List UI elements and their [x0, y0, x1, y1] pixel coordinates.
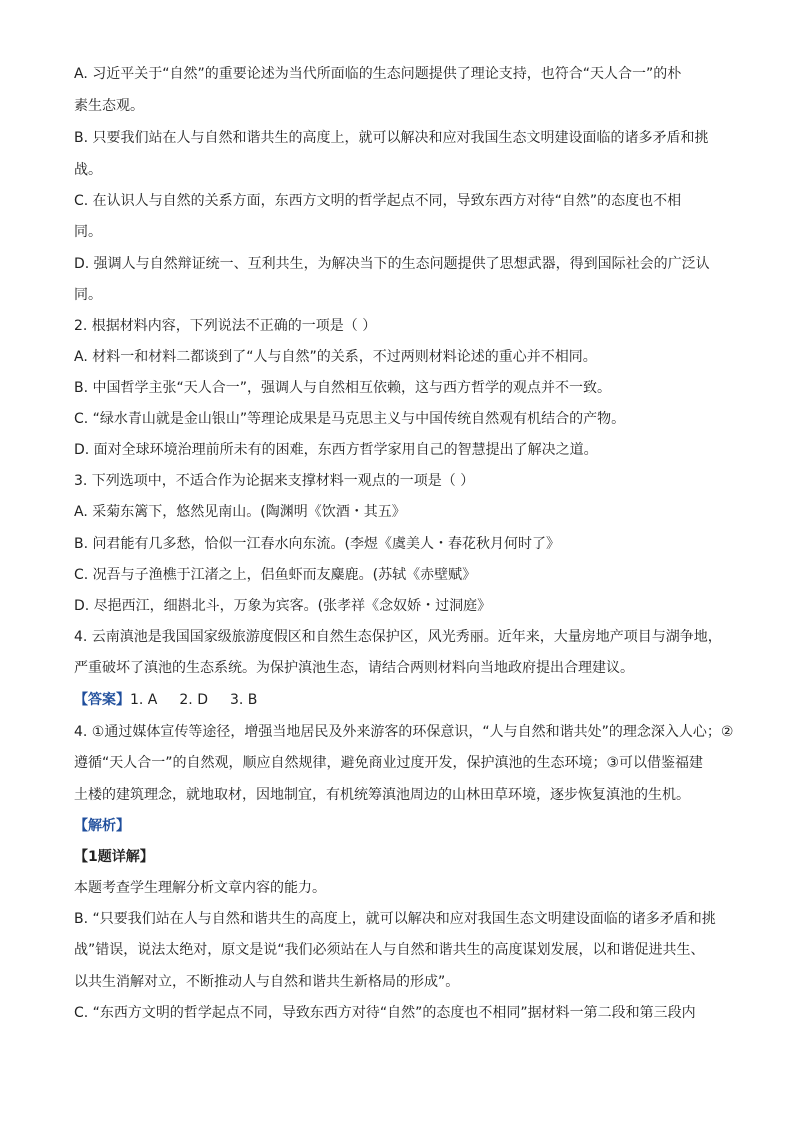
- q1-option-d-line1: D. 强调人与自然辩证统一、互利共生，为解决当下的生态问题提供了思想武器，得到国际社会的广泛认: [74, 256, 710, 272]
- analysis-intro: 本题考查学生理解分析文章内容的能力。: [74, 880, 326, 896]
- answer-row: [74, 690, 257, 710]
- analysis-b-line3: 以共生消解对立，不断推动人与自然和谐共生新格局的形成”。: [74, 974, 460, 990]
- answer-1: 1. A: [130, 692, 158, 708]
- q2-stem: 2. 根据材料内容，下列说法不正确的一项是（ ）: [74, 318, 377, 334]
- answer-2: 2. D: [179, 692, 208, 708]
- section-title-q1: 【1题详解】: [74, 849, 154, 865]
- analysis-label-text: 【解析】: [74, 818, 130, 834]
- analysis-b-line1: B. “只要我们站在人与自然和谐共生的高度上，就可以解决和应对我国生态文明建设面临的诸多矛盾和挑: [74, 911, 716, 927]
- q2-option-a: A. 材料一和材料二都谈到了“人与自然”的关系，不过两则材料论述的重心并不相同。: [74, 349, 597, 365]
- q3-stem: 3. 下列选项中，不适合作为论据来支撑材料一观点的一项是（ ）: [74, 473, 475, 489]
- q1-option-a-line2: 素生态观。: [74, 98, 144, 114]
- answer-3: 3. B: [229, 692, 258, 708]
- q2-option-d: D. 面对全球环境治理前所未有的困难，东西方哲学家用自己的智慧提出了解决之道。: [74, 442, 598, 458]
- q1-option-b-line2: 战。: [74, 162, 102, 178]
- q2-option-b: B. 中国哲学主张“天人合一”，强调人与自然相互依赖，这与西方哲学的观点并不一致。: [74, 380, 612, 396]
- answer4-line3: 土楼的建筑理念，就地取材，因地制宜，有机统筹滇池周边的山林田草环境，逐步恢复滇池的生机。: [74, 787, 690, 803]
- answer-label: 【答案】: [74, 692, 130, 708]
- q4-stem-line1: 4. 云南滇池是我国国家级旅游度假区和自然生态保护区，风光秀丽。近年来，大量房地产项目与湖争地，: [74, 629, 722, 645]
- q2-option-c: C. “绿水青山就是金山银山”等理论成果是马克思主义与中国传统自然观有机结合的产物。: [74, 411, 626, 427]
- q1-option-c-line1: C. 在认识人与自然的关系方面，东西方文明的哲学起点不同，导致东西方对待“自然”的态度也不相: [74, 193, 682, 209]
- q3-option-d: D. 尽挹西江，细斟北斗，万象为宾客。(张孝祥《念奴娇・过洞庭》: [74, 598, 492, 614]
- q3-option-c: C. 况吾与子渔樵于江渚之上，侣鱼虾而友麋鹿。(苏轼《赤壁赋》: [74, 567, 477, 583]
- q1-option-d-line2: 同。: [74, 287, 102, 303]
- q3-option-a: A. 采菊东篱下，悠然见南山。(陶渊明《饮酒・其五》: [74, 504, 406, 520]
- q1-option-c-line2: 同。: [74, 224, 102, 240]
- q4-stem-line2: 严重破坏了滇池的生态系统。为保护滇池生态，请结合两则材料向当地政府提出合理建议。: [74, 660, 634, 676]
- answer4-line2: 遵循“天人合一”的自然观，顺应自然规律，避免商业过度开发，保护滇池的生态环境；③可以借鉴福建: [74, 755, 704, 771]
- answer4-line1: 4. ①通过媒体宣传等途径，增强当地居民及外来游客的环保意识，“人与自然和谐共处”的理念深入人心；②: [74, 724, 734, 740]
- analysis-c-line1: C. “东西方文明的哲学起点不同，导致东西方对待“自然”的态度也不相同”据材料一第二段和第三段内: [74, 1005, 696, 1021]
- analysis-b-line2: 战”错误，说法太绝对，原文是说“我们必须站在人与自然和谐共生的高度谋划发展，以和谐促进共生、: [74, 942, 705, 958]
- q1-option-b-line1: B. 只要我们站在人与自然和谐共生的高度上，就可以解决和应对我国生态文明建设面临的诸多矛盾和挑: [74, 130, 709, 146]
- q1-option-a-line1: A. 习近平关于“自然”的重要论述为当代所面临的生态问题提供了理论支持，也符合“天人合一”的朴: [74, 66, 682, 82]
- q3-option-b: B. 问君能有几多愁，恰似一江春水向东流。(李煜《虞美人・春花秋月何时了》: [74, 536, 560, 552]
- analysis-label: [74, 816, 130, 836]
